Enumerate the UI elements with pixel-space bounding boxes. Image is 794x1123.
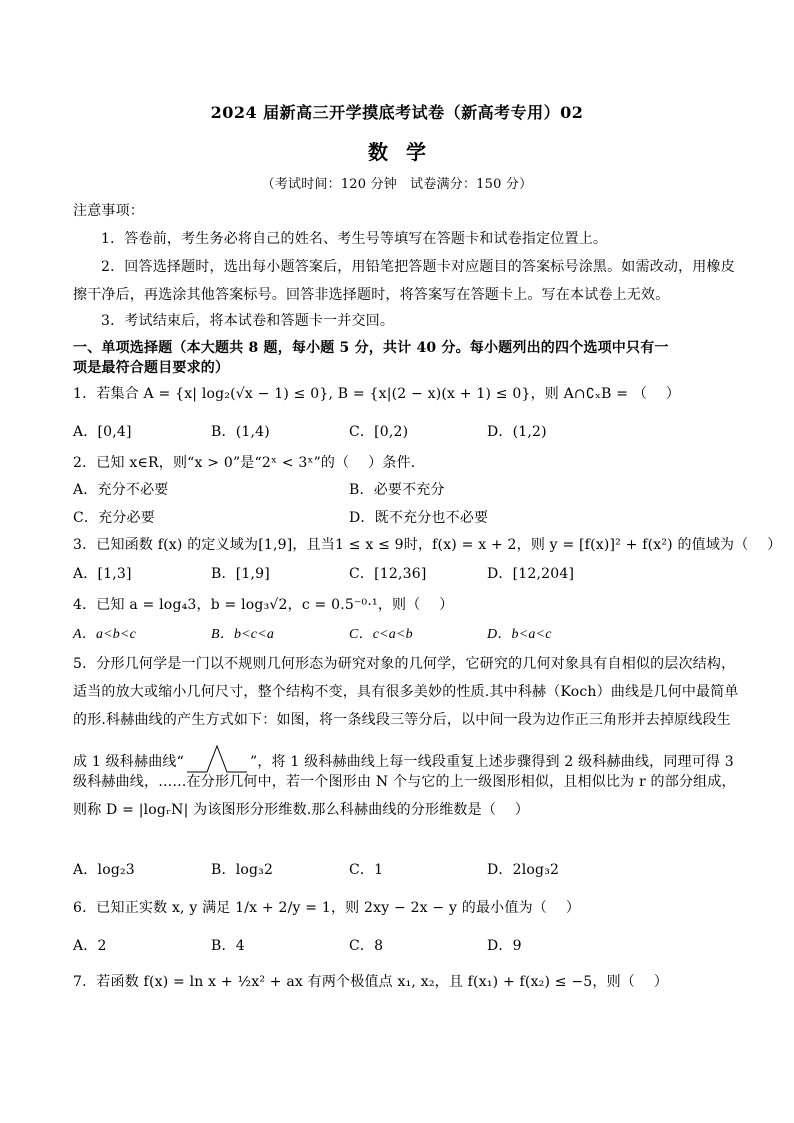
question-4-stem: 4．已知 a = log₄3，b = log₃√2，c = 0.5⁻⁰·¹，则（ ）: [73, 597, 454, 613]
question-5-line-5: 级科赫曲线，……在分形几何中，若一个图形由 N 个与它的上一级图形相似，且相似比为 r 的部分组成，: [73, 774, 736, 790]
question-6-stem: 6．已知正实数 x, y 满足 1/x + 2/y = 1，则 2xy − 2x − y 的最小值为（ ）: [73, 900, 581, 916]
question-2-stem: 2．已知 x∈R，则“x > 0”是“2ˣ < 3ˣ”的（ ）条件．: [73, 455, 425, 471]
q2-option-c: C．充分必要: [73, 510, 155, 526]
koch-curve-figure: [186, 742, 248, 776]
q5-option-b: B．log₃2: [211, 862, 274, 878]
question-5-line-2: 适当的放大或缩小几何尺寸，整个结构不变，具有很多美妙的性质.其中科赫（Koch）曲线是几何中最简单: [73, 684, 739, 700]
q2-option-a: A．充分不必要: [73, 482, 169, 498]
question-5-line-6: 则称 D = |logᵣN| 为该图形分形维数.那么科赫曲线的分形维数是（ ）: [73, 802, 530, 818]
notice-item-1: 1．答卷前，考生务必将自己的姓名、考生号等填写在答题卡和试卷指定位置上。: [101, 231, 608, 247]
question-3-stem: 3．已知函数 f(x) 的定义域为[1,9]，且当1 ≤ x ≤ 9时，f(x) = x + 2，则 y = [f(x)]² + f(x²) 的值域为（ ）: [73, 537, 782, 553]
q5-line4-suffix: ”，将 1 级科赫曲线上每一线段重复上述步骤得到 2 级科赫曲线，同理可得 3: [249, 754, 734, 770]
q1-option-b: B．(1,4): [211, 424, 270, 440]
section-heading: 一、单项选择题（本大题共 8 题，每小题 5 分，共计 40 分。每小题列出的四个选项中只有一: [73, 340, 669, 356]
question-5-line-1: 5．分形几何学是一门以不规则几何形态为研究对象的几何学，它研究的几何对象具有自相似的层次结构，: [73, 656, 736, 672]
q2-option-b: B．必要不充分: [349, 482, 445, 498]
subject-title: 数学: [368, 140, 444, 164]
q6-option-a: A．2: [73, 938, 107, 954]
q4-option-a: A．a<b<c: [73, 627, 137, 642]
q4-option-d: D．b<a<c: [487, 627, 552, 642]
notice-item-3: 3．考试结束后，将本试卷和答题卡一并交回。: [101, 313, 395, 329]
q6-option-c: C．8: [349, 938, 384, 954]
question-5-line-3: 的形.科赫曲线的产生方式如下：如图，将一条线段三等分后，以中间一段为边作正三角形并去掉原线段生: [73, 712, 731, 728]
q2-option-d: D．既不充分也不必要: [349, 510, 489, 526]
q6-option-d: D．9: [487, 938, 522, 954]
question-5-line-4: [73, 742, 734, 772]
q6-option-b: B．4: [211, 938, 245, 954]
q5-option-a: A．log₂3: [73, 862, 135, 878]
exam-info: （考试时间：120 分钟 试卷满分：150 分）: [261, 177, 533, 192]
q1-option-c: C．[0,2): [349, 424, 409, 440]
q5-option-d: D．2log₃2: [487, 862, 560, 878]
q4-option-c: C．c<a<b: [349, 627, 413, 642]
q3-option-c: C．[12,36]: [349, 566, 427, 582]
q1-option-a: A．[0,4]: [73, 424, 132, 440]
q4-option-b: B．b<c<a: [211, 627, 275, 642]
question-7-stem: 7．若函数 f(x) = ln x + ½x² + ax 有两个极值点 x₁, x₂，且 f(x₁) + f(x₂) ≤ −5，则（ ）: [73, 974, 669, 990]
exam-title: 2024 届新高三开学摸底考试卷（新高考专用）02: [210, 103, 584, 122]
q3-option-b: B．[1,9]: [211, 566, 270, 582]
question-1-stem: 1．若集合 A = {x| log₂(√x − 1) ≤ 0}, B = {x|(2 − x)(x + 1) ≤ 0}，则 A∩∁ₓB = （ ）: [73, 386, 681, 402]
q5-option-c: C．1: [349, 862, 384, 878]
notice-heading: 注意事项：: [73, 203, 144, 219]
q1-option-d: D．(1,2): [487, 424, 547, 440]
q3-option-d: D．[12,204]: [487, 566, 575, 582]
notice-item-2: 2．回答选择题时，选出每小题答案后，用铅笔把答题卡对应题目的答案标号涂黑。如需改动，用橡皮: [101, 259, 735, 275]
q3-option-a: A．[1,3]: [73, 566, 132, 582]
section-heading-cont: 项是最符合题目要求的）: [73, 360, 230, 376]
notice-item-2-cont: 擦干净后，再选涂其他答案标号。回答非选择题时，将答案写在答题卡上。写在本试卷上无效。: [73, 287, 670, 303]
q5-line4-prefix: 成 1 级科赫曲线“: [73, 754, 184, 770]
